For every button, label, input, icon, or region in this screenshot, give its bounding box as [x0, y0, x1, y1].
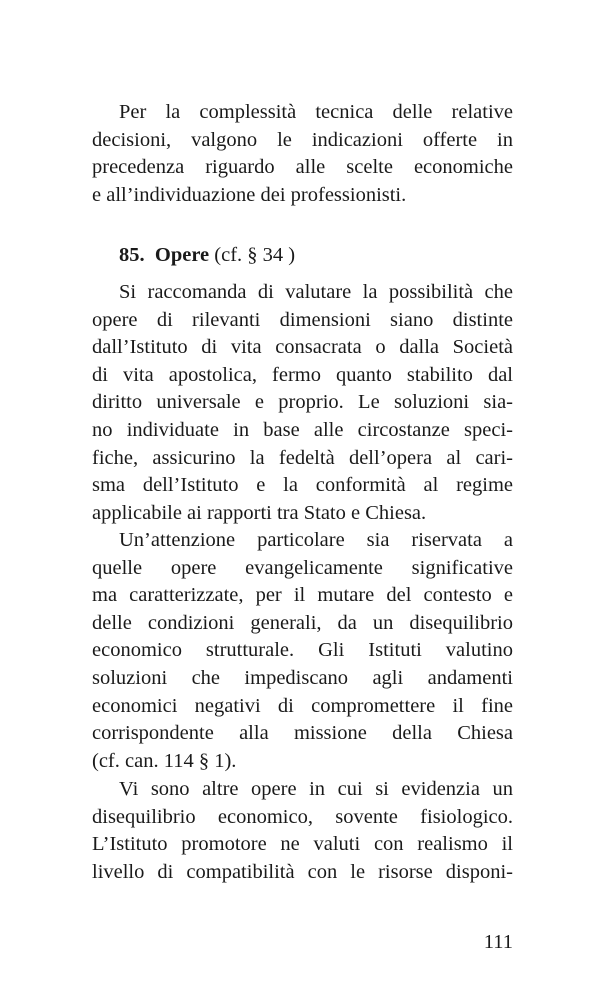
- text-line: opere di rilevanti dimensioni siano distinte: [92, 308, 513, 331]
- text-line: corrispondente alla missione della Chiesa: [92, 722, 513, 745]
- text-line: sma dell’Istituto e la conformità al regime: [92, 474, 513, 497]
- section-reference: (cf. § 34 ): [214, 244, 296, 266]
- text-line: quelle opere evangelicamente significative: [92, 556, 513, 579]
- text-line: Per la complessità tecnica delle relative: [119, 101, 513, 123]
- section-heading: [119, 242, 295, 270]
- text-line: L’Istituto promotore ne valuti con realismo il: [92, 833, 513, 856]
- text-line: Un’attenzione particolare sia riservata a: [119, 529, 513, 551]
- text-line: Vi sono altre opere in cui si evidenzia un: [119, 778, 513, 800]
- text-line: di vita apostolica, fermo quanto stabilito dal: [92, 363, 513, 386]
- text-line: economici negativi di compromettere il fine: [92, 694, 513, 717]
- text-line: ma caratterizzate, per il mutare del contesto e: [92, 584, 513, 607]
- text-line: livello di compatibilità con le risorse disponi-: [92, 860, 513, 883]
- text-line: Si raccomanda di valutare la possibilità che: [119, 281, 513, 303]
- text-line: soluzioni che impediscano agli andamenti: [92, 666, 513, 689]
- text-line: disequilibrio economico, sovente fisiologico.: [92, 805, 513, 828]
- paragraph-4: [92, 776, 513, 886]
- paragraph-3: [92, 527, 513, 775]
- text-line: economico strutturale. Gli Istituti valutino: [92, 639, 513, 662]
- section-title: Opere: [154, 244, 210, 266]
- paragraph-1: [92, 99, 513, 209]
- text-line: e all’individuazione dei professionisti.: [92, 183, 407, 206]
- text-line: precedenza riguardo alle scelte economiche: [92, 156, 513, 179]
- text-line: delle condizioni generali, da un disequilibrio: [92, 611, 513, 634]
- text-line: (cf. can. 114 § 1).: [92, 749, 237, 772]
- text-line: dall’Istituto di vita consacrata o dalla Società: [92, 336, 513, 359]
- section-number: 85.: [119, 244, 145, 266]
- text-line: fiche, assicurino la fedeltà dell’opera al cari-: [92, 446, 513, 469]
- text-line: applicabile ai rapporti tra Stato e Chiesa.: [92, 501, 427, 524]
- text-line: decisioni, valgono le indicazioni offerte in: [92, 128, 513, 151]
- paragraph-2: [92, 279, 513, 527]
- text-line: no individuate in base alle circostanze speci-: [92, 418, 513, 441]
- text-line: diritto universale e proprio. Le soluzioni sia-: [92, 391, 513, 414]
- page-number: 111: [483, 931, 513, 953]
